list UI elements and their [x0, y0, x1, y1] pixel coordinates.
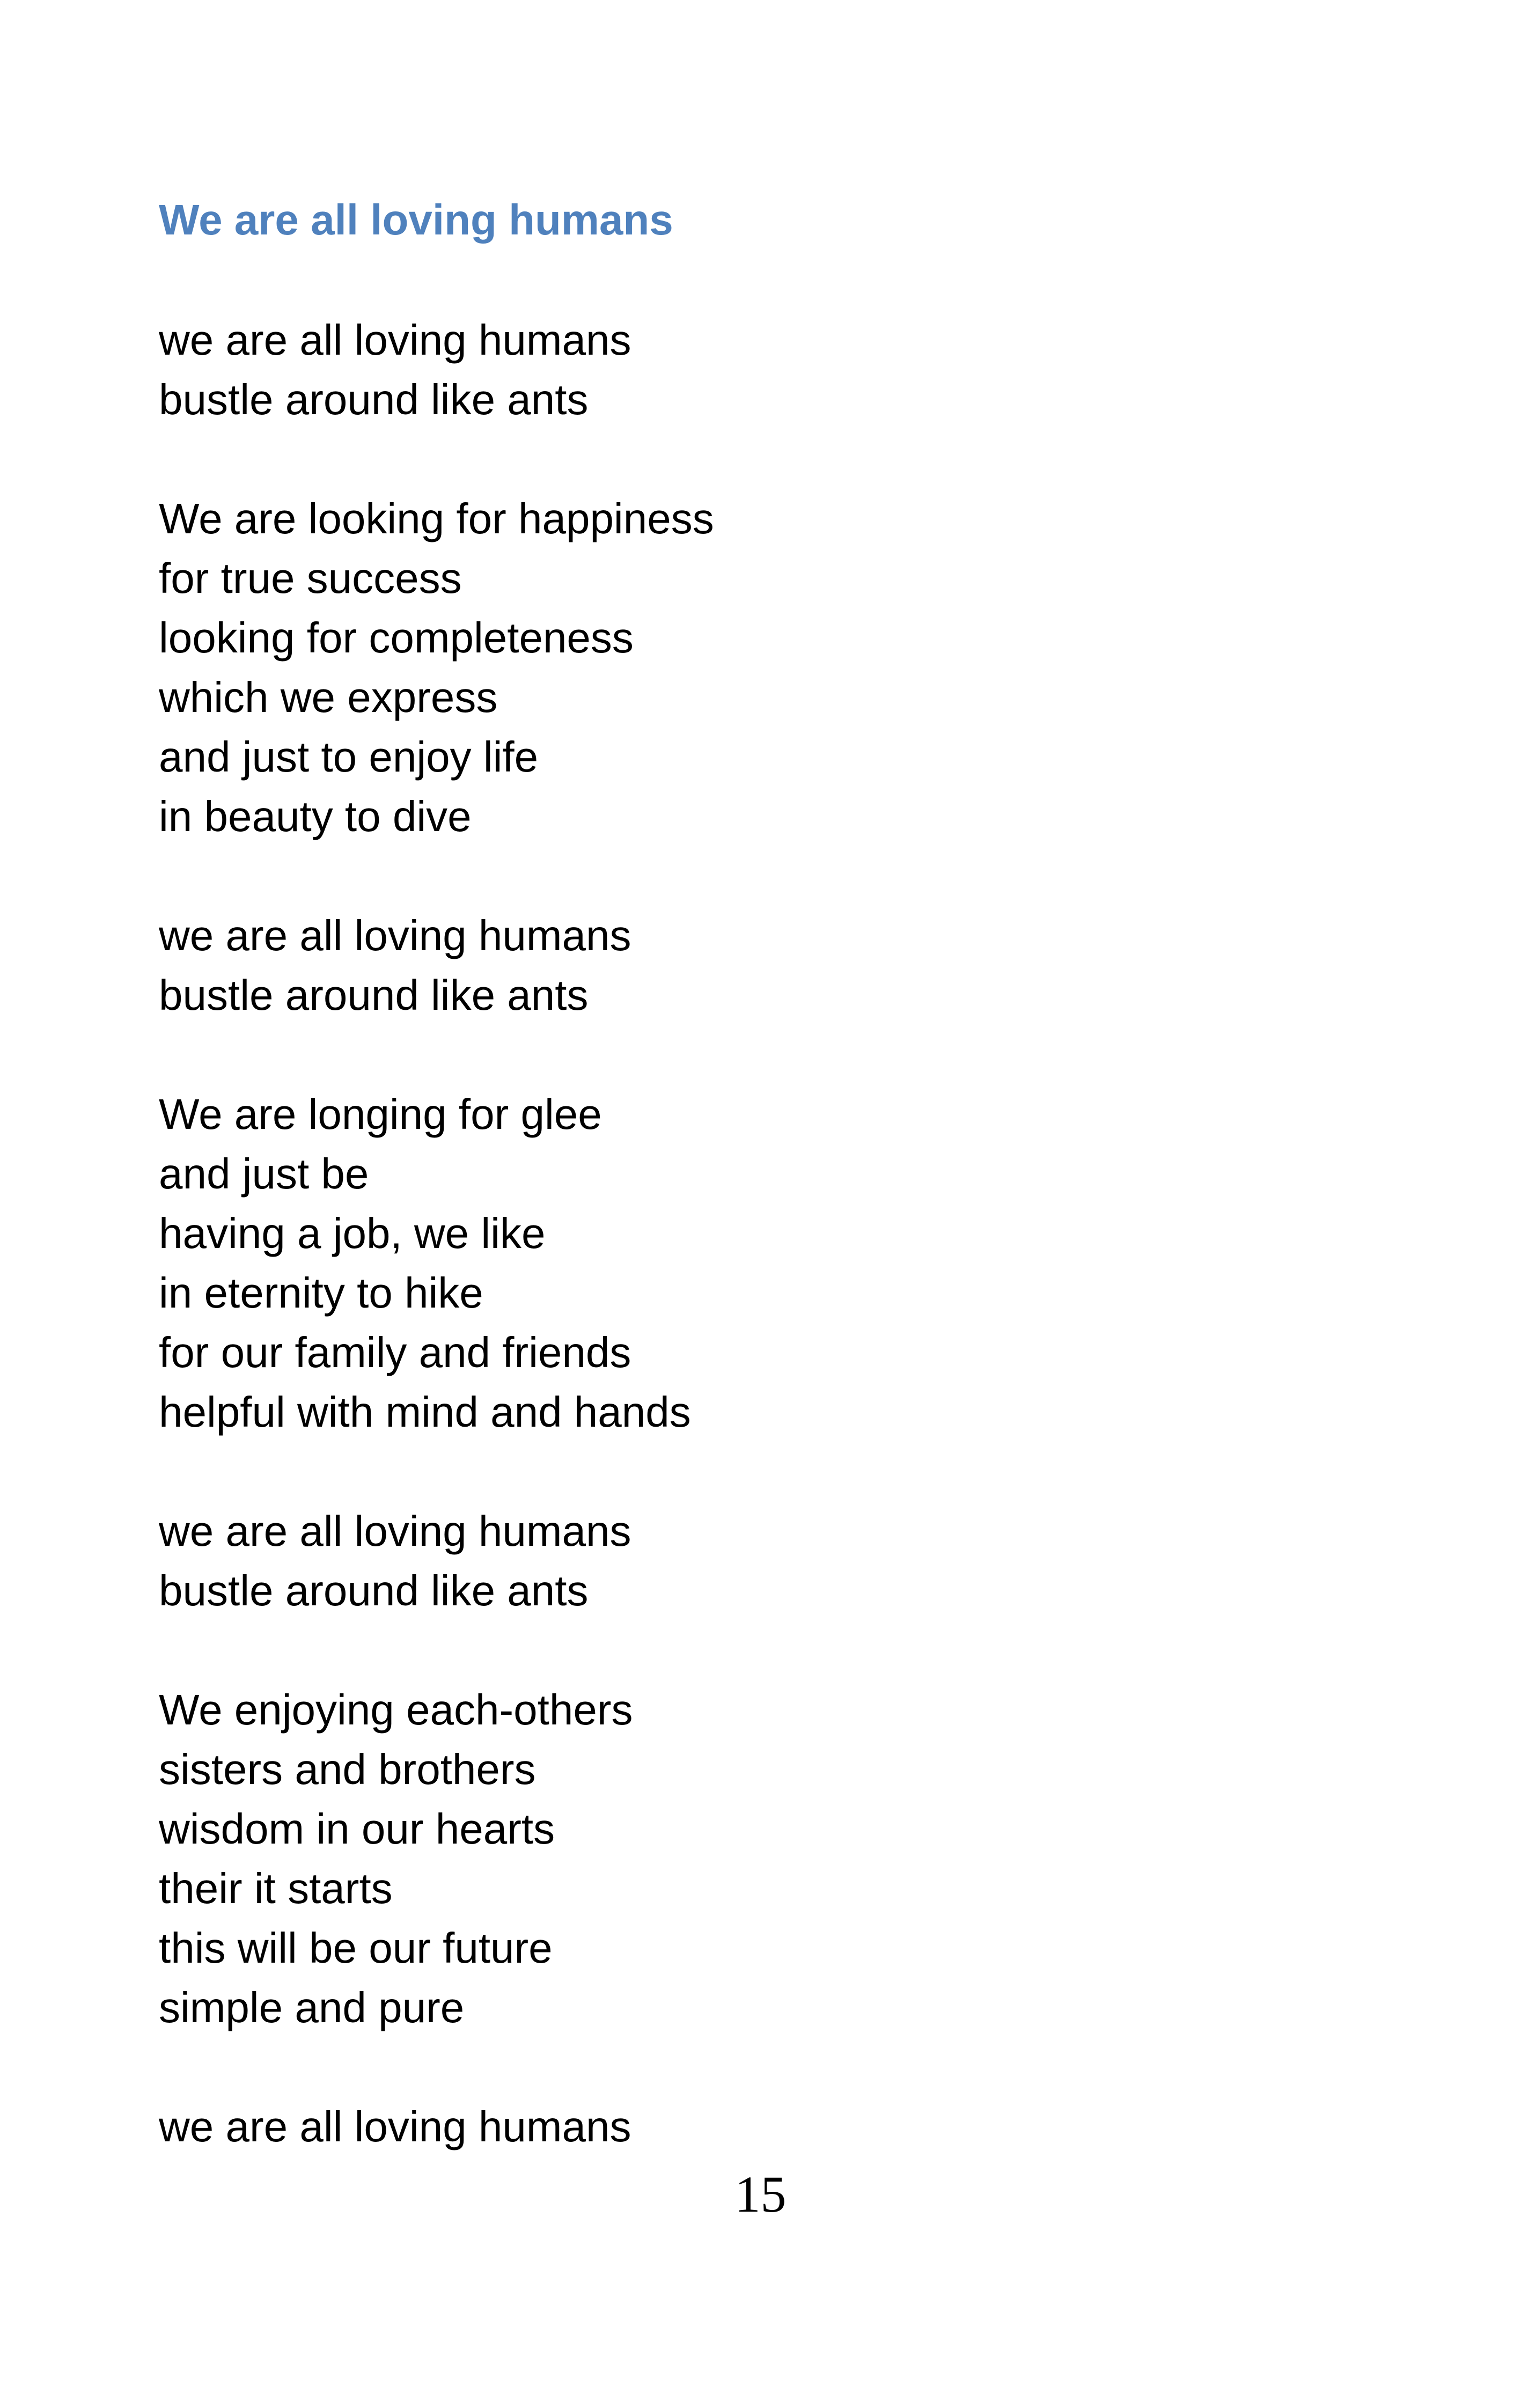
poem-line: for true success [159, 554, 462, 602]
poem-line: we are all loving humans [159, 2103, 631, 2150]
poem-line: their it starts [159, 1864, 393, 1912]
poem-line: bustle around like ants [159, 376, 589, 423]
poem-line: and just to enjoy life [159, 733, 539, 781]
poem-line: We are longing for glee [159, 1090, 602, 1138]
poem-line: in beauty to dive [159, 792, 472, 840]
poem-line: we are all loving humans [159, 912, 631, 959]
poem-title: We are all loving humans [159, 196, 673, 244]
poem-line: and just be [159, 1150, 369, 1198]
stanza [159, 2097, 714, 2156]
poem-line: looking for completeness [159, 614, 634, 662]
page-number: 15 [734, 2165, 787, 2223]
stanza [159, 489, 714, 846]
stanza [159, 906, 714, 1025]
poem-line: sisters and brothers [159, 1745, 536, 1793]
poem-line: we are all loving humans [159, 1507, 631, 1555]
stanza [159, 310, 714, 429]
poem-line: which we express [159, 673, 498, 721]
poem-line: this will be our future [159, 1924, 553, 1972]
poem-line: simple and pure [159, 1984, 465, 2031]
poem-line: We enjoying each-others [159, 1686, 633, 1734]
poem-line: We are looking for happiness [159, 495, 714, 542]
poem-line: helpful with mind and hands [159, 1388, 691, 1436]
stanza [159, 1680, 714, 2037]
poem-line: bustle around like ants [159, 971, 589, 1019]
poem-line: for our family and friends [159, 1328, 631, 1376]
poem-body [159, 310, 714, 2156]
poem-line: wisdom in our hearts [159, 1805, 555, 1853]
poem-line: having a job, we like [159, 1209, 546, 1257]
poem-line: in eternity to hike [159, 1269, 483, 1317]
stanza [159, 1084, 714, 1442]
poem-line: bustle around like ants [159, 1567, 589, 1614]
stanza [159, 1501, 714, 1620]
poem-line: we are all loving humans [159, 316, 631, 364]
